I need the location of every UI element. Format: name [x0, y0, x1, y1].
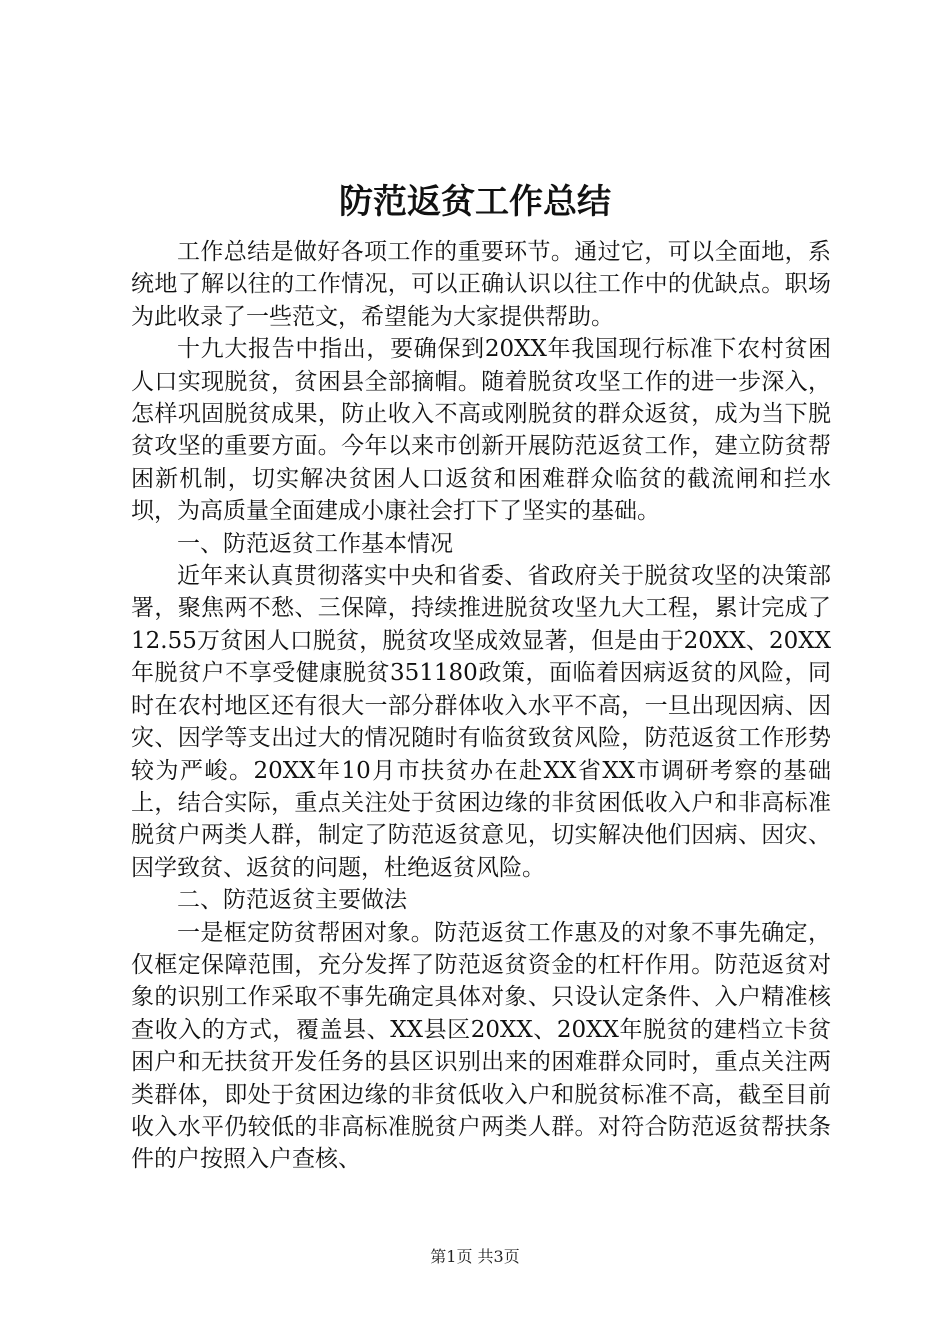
page-number: 第1页 共3页	[430, 1247, 520, 1266]
paragraph-intro: 工作总结是做好各项工作的重要环节。通过它，可以全面地，系统地了解以往的工作情况，可以正确认识以往工作中的优缺点。职场为此收录了一些范文，希望能为大家提供帮助。	[131, 239, 831, 330]
paragraph-background: 十九大报告中指出，要确保到20XX年我国现行标准下农村贫困人口实现脱贫，贫困县全部摘帽。随着脱贫攻坚工作的进一步深入，怎样巩固脱贫成果，防止收入不高或刚脱贫的群众返贫，成为当下脱贫攻坚的重要方面。今年以来市创新开展防范返贫工作，建立防贫帮困新机制，切实解决贫困人口返贫和困难群众临贫的截流闸和拦水坝，为高质量全面建成小康社会打下了坚实的基础。	[131, 336, 831, 525]
section-heading-2: 二、防范返贫主要做法	[177, 887, 407, 914]
document-body	[131, 236, 831, 1176]
document-title: 防范返贫工作总结	[339, 182, 611, 222]
paragraph-basic-situation: 近年来认真贯彻落实中央和省委、省政府关于脱贫攻坚的决策部署，聚焦两不愁、三保障，持续推进脱贫攻坚九大工程，累计完成了12.55万贫困人口脱贫，脱贫攻坚成效显著，但是由于20XX、20XX年脱贫户不享受健康脱贫351180政策，面临着因病返贫的风险，同时在农村地区还有很大一部分群体收入水平不高，一旦出现因病、因灾、因学等支出过大的情况随时有临贫致贫风险，防范返贫工作形势较为严峻。20XX年10月市扶贫办在赴XX省XX市调研考察的基础上，结合实际，重点关注处于贫困边缘的非贫困低收入户和非高标准脱贫户两类人群，制定了防范返贫意见，切实解决他们因病、因灾、因学致贫、返贫的问题，杜绝返贫风险。	[131, 563, 831, 881]
section-heading-1: 一、防范返贫工作基本情况	[177, 530, 453, 557]
paragraph-main-practice: 一是框定防贫帮困对象。防范返贫工作惠及的对象不事先确定，仅框定保障范围，充分发挥了防范返贫资金的杠杆作用。防范返贫对象的识别工作采取不事先确定具体对象、只设认定条件、入户精准核查收入的方式，覆盖县、XX县区20XX、20XX年脱贫的建档立卡贫困户和无扶贫开发任务的县区识别出来的困难群众同时，重点关注两类群体，即处于贫困边缘的非贫低收入户和脱贫标准不高，截至目前收入水平仍较低的非高标准脱贫户两类人群。对符合防范返贫帮扶条件的户按照入户查核、	[131, 919, 831, 1173]
